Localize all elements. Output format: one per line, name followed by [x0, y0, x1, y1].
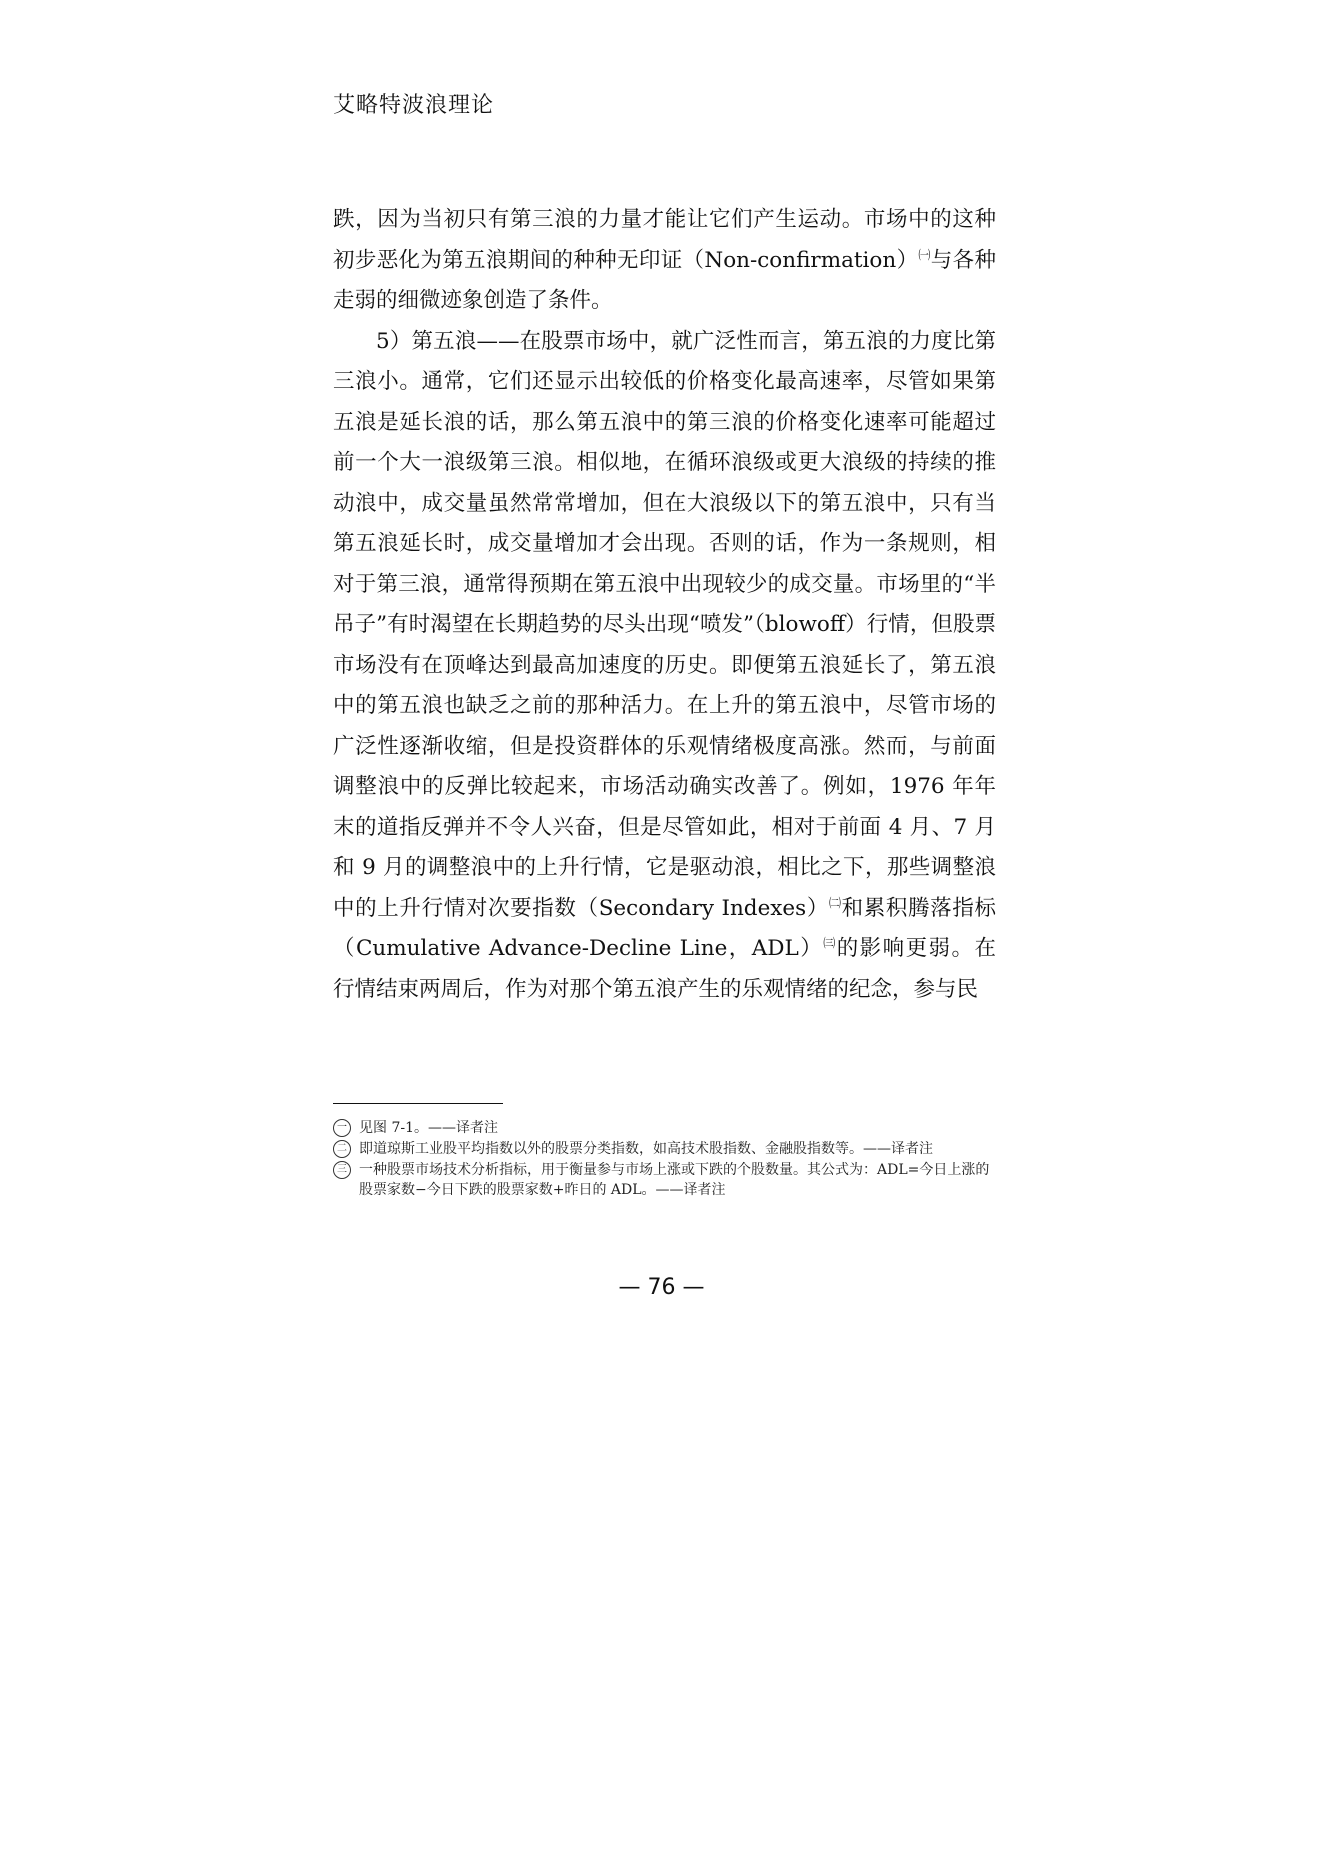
paragraph-1-text-a: 跌，因为当初只有第三浪的力量才能让它们产生运动。市场中的这种初步恶化为第五浪期间的种种无印证（Non-confirmation）	[333, 207, 996, 273]
footnote-2	[333, 1139, 996, 1159]
footnote-1	[333, 1118, 996, 1138]
paragraph-2	[333, 322, 996, 1011]
footnote-ref-3[interactable]: ㈢	[823, 935, 837, 950]
footnote-3	[333, 1160, 996, 1200]
running-header: 艾略特波浪理论	[333, 93, 495, 118]
footnote-ref-2[interactable]: ㈡	[828, 895, 842, 910]
footnote-text-1: 见图 7-1。——译者注	[359, 1120, 498, 1136]
paragraph-2-text-a: 5）第五浪——在股票市场中，就广泛性而言，第五浪的力度比第三浪小。通常，它们还显示出较低的价格变化最高速率，尽管如果第五浪是延长浪的话，那么第五浪中的第三浪的价格变化速率可能超过前一个大一浪级第三浪。相似地，在循环浪级或更大浪级的持续的推动浪中，成交量虽然常常增加，但在大浪级以下的第五浪中，只有当第五浪延长时，成交量增加才会出现。否则的话，作为一条规则，相对于第三浪，通常得预期在第五浪中出现较少的成交量。市场里的“半吊子”有时渴望在长期趋势的尽头出现“喷发”（blowoff）行情，但股票市场没有在顶峰达到最高加速度的历史。即便第五浪延长了，第五浪中的第五浪也缺乏之前的那种活力。在上升的第五浪中，尽管市场的广泛性逐渐收缩，但是投资群体的乐观情绪极度高涨。然而，与前面调整浪中的反弹比较起来，市场活动确实改善了。例如，1976 年年末的道指反弹并不令人兴奋，但是尽管如此，相对于前面 4 月、7 月和 9 月的调整浪中的上升行情，它是驱动浪，相比之下，那些调整浪中的上升行情对次要指数（Secondary Indexes）	[333, 328, 996, 921]
paragraph-2-text-b: 和累积腾落指标（Cumulative Advance-Decline Line，ADL）	[333, 895, 996, 961]
paragraph-1	[333, 200, 996, 322]
footnote-text-3: 一种股票市场技术分析指标，用于衡量参与市场上涨或下跌的个股数量。其公式为：ADL=今日上涨的股票家数−今日下跌的股票家数+昨日的 ADL。——译者注	[359, 1162, 990, 1198]
footnote-number-2: 二	[333, 1140, 351, 1158]
footnote-number-1: 一	[333, 1119, 351, 1137]
footnote-divider	[333, 1103, 503, 1104]
page-number: — 76 —	[618, 1275, 705, 1300]
footnote-ref-1[interactable]: ㈠	[918, 247, 931, 262]
body-text	[333, 200, 996, 1010]
footnotes	[333, 1118, 996, 1201]
paragraph-1-text-b: 与各种走弱的细微迹象创造了条件。	[333, 247, 996, 313]
footnote-number-3: 三	[333, 1161, 351, 1179]
footnote-text-2: 即道琼斯工业股平均指数以外的股票分类指数，如高技术股指数、金融股指数等。——译者注	[359, 1141, 933, 1157]
paragraph-2-text-c: 的影响更弱。在行情结束两周后，作为对那个第五浪产生的乐观情绪的纪念，参与民	[333, 936, 996, 1002]
